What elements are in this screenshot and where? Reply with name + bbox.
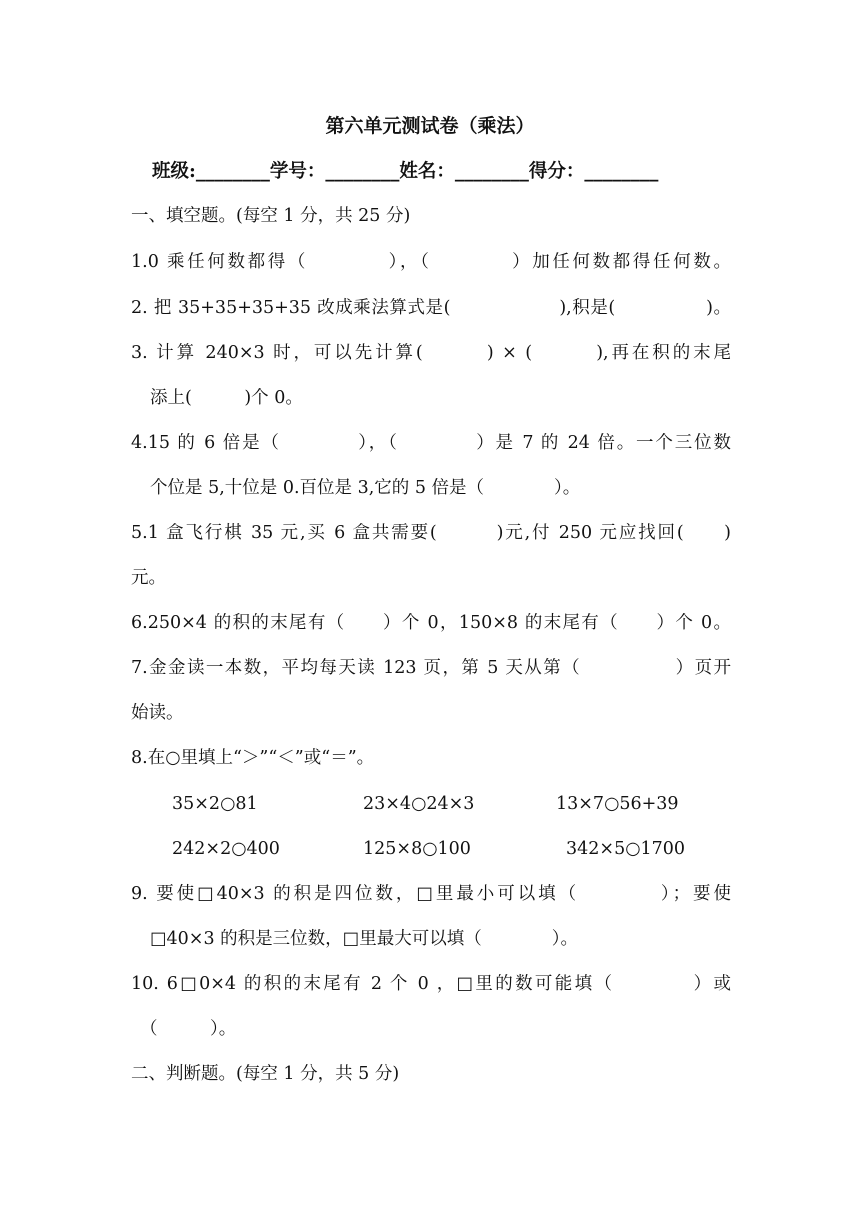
section-heading-true-false: 二、判断题。(每空 1 分，共 5 分)	[131, 1064, 400, 1084]
student-info-line: 班级:________学号：________姓名：________得分：________	[152, 161, 659, 182]
question-4-line-1: 4.15 的 6 倍是（ ），（ ）是 7 的 24 倍。一个三位数	[131, 433, 731, 453]
section-heading-fill-blank: 一、填空题。(每空 1 分，共 25 分)	[131, 206, 411, 226]
question-9-line-1: 9. 要使□40×3 的积是四位数，□里最小可以填（ ）；要使	[131, 884, 731, 904]
question-9-line-2: □40×3 的积是三位数，□里最大可以填（ ）。	[150, 929, 578, 949]
question-10-line-1: 10. 6□0×4 的积的末尾有 2 个 0 ，□里的数可能填（ ）或	[131, 974, 731, 994]
question-2: 2. 把 35+35+35+35 改成乘法算式是( ),积是( )。	[131, 298, 731, 318]
compare-item: 13×7○56+39	[556, 794, 679, 814]
compare-item: 342×5○1700	[566, 839, 686, 859]
question-1: 1.0 乘任何数都得（ ），（ ）加任何数都得任何数。	[131, 252, 731, 272]
question-5-line-1: 5.1 盒飞行棋 35 元,买 6 盒共需要( )元,付 250 元应找回( )	[131, 523, 731, 543]
question-8: 8.在○里填上“＞”“＜”或“＝”。	[131, 748, 375, 768]
compare-item: 125×8○100	[363, 839, 471, 859]
question-5-line-2: 元。	[131, 568, 166, 588]
compare-item: 35×2○81	[172, 794, 258, 814]
question-7-line-2: 始读。	[131, 703, 184, 723]
page-title: 第六单元测试卷（乘法）	[325, 115, 535, 137]
question-6: 6.250×4 的积的末尾有（ ）个 0，150×8 的末尾有（ ）个 0。	[131, 613, 731, 633]
question-3-line-1: 3. 计算 240×3 时，可以先计算( ) × ( ),再在积的末尾	[131, 343, 731, 363]
question-3-line-2: 添上( )个 0。	[150, 388, 303, 408]
question-7-line-1: 7.金金读一本数，平均每天读 123 页，第 5 天从第（ ）页开	[131, 658, 731, 678]
compare-item: 23×4○24×3	[363, 794, 475, 814]
question-4-line-2: 个位是 5,十位是 0.百位是 3,它的 5 倍是（ ）。	[150, 478, 581, 498]
question-10-line-2: （ ）。	[140, 1019, 237, 1039]
compare-item: 242×2○400	[172, 839, 280, 859]
